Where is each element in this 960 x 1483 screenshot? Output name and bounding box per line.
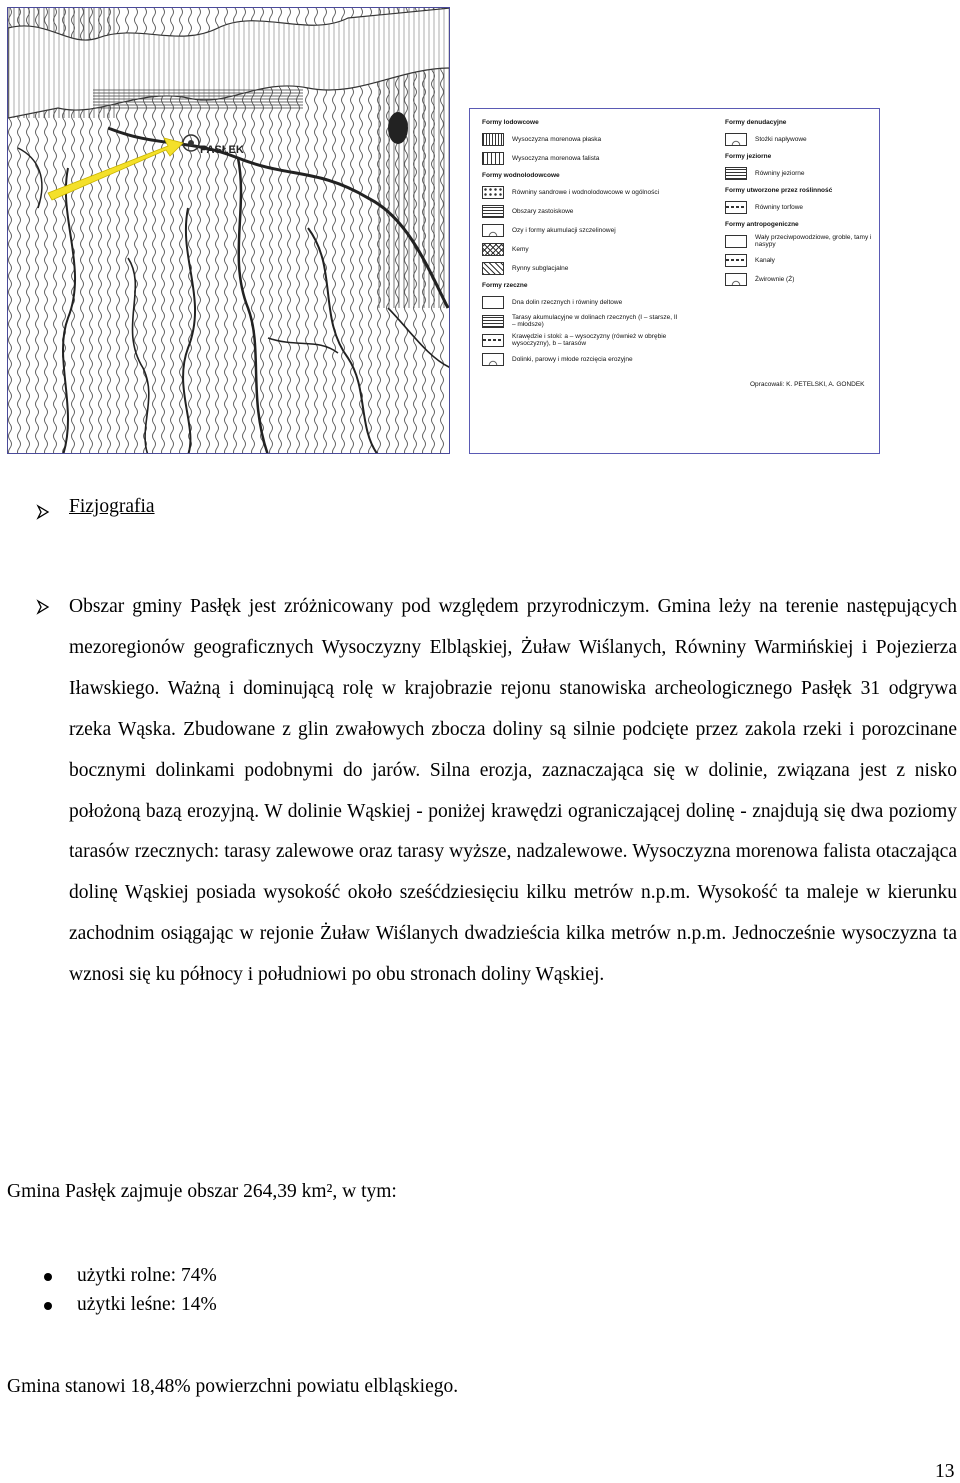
area-statement: Gmina Pasłęk zajmuje obszar 264,39 km², w tym: <box>7 1181 397 1202</box>
legend-item-label: Kanały <box>755 256 775 264</box>
legend-symbol-icon <box>725 273 747 286</box>
arrowhead-bullet-icon <box>35 504 51 520</box>
map-drawing <box>8 8 450 454</box>
legend-symbol-icon <box>725 235 747 248</box>
page-number: 13 <box>935 1461 955 1482</box>
legend-item <box>482 333 682 347</box>
legend-item <box>482 261 682 275</box>
legend-symbol-icon <box>725 201 747 214</box>
legend-item <box>482 242 682 256</box>
legend-item <box>725 132 875 146</box>
legend-heading: Formy jeziorne <box>725 153 772 160</box>
arrowhead-bullet-icon <box>35 599 51 615</box>
legend-item-label: Rynny subglacjalne <box>512 264 569 272</box>
legend-item <box>725 272 875 286</box>
legend-item-label: Stożki napływowe <box>755 135 807 143</box>
legend-item-label: Równiny sandrowe i wodnolodowcowe w ogólności <box>512 188 660 196</box>
legend-symbol-icon <box>482 186 504 199</box>
legend-item-label: Dolinki, parowy i młode rozcięcia erozyjne <box>512 355 633 363</box>
legend-item-label: Wały przeciwpowodziowe, groble, tamy i nasypy <box>755 234 872 248</box>
map-legend <box>469 108 880 454</box>
legend-item <box>482 204 682 218</box>
section-heading: Fizjografia <box>69 496 155 517</box>
legend-heading: Formy lodowcowe <box>482 119 539 126</box>
legend-item-label: Wysoczyzna morenowa falista <box>512 154 600 162</box>
legend-item-label: Wysoczyzna morenowa płaska <box>512 135 602 143</box>
legend-symbol-icon <box>482 353 504 366</box>
legend-item <box>482 132 682 146</box>
legend-right-column <box>725 117 875 291</box>
legend-item-label: Kemy <box>512 245 529 253</box>
legend-item-label: Równiny torfowe <box>755 203 804 211</box>
legend-symbol-icon <box>725 254 747 267</box>
bullet-dot-icon <box>44 1273 52 1281</box>
legend-symbol-icon <box>482 224 504 237</box>
legend-symbol-icon <box>482 296 504 309</box>
legend-symbol-icon <box>482 205 504 218</box>
legend-item <box>725 200 875 214</box>
county-share-statement: Gmina stanowi 18,48% powierzchni powiatu elbląskiego. <box>7 1376 459 1397</box>
land-use-item: użytki leśne: 14% <box>77 1294 217 1315</box>
physiography-paragraph: Obszar gminy Pasłęk jest zróżnicowany pod względem przyrodniczym. Gmina leży na terenie następujących mezoregionów geograficznych Wysoczyzny Elbląskiej, Żuław Wiślanych, Równiny Warmińskiej i Pojezierza Iławskiego. Ważną i dominującą rolę w krajobrazie rejonu stanowiska archeologicznego Pasłęk 31 odgrywa rzeka Wąska. Zbudowane z glin zwałowych zbocza doliny są silnie podcięte przez zakola rzeki i porozcinane bocznymi dolinkami podobnymi do jarów. Silna erozja, zaznaczająca się w dolinie, związana jest z nisko położoną bazą erozyjną. W dolinie Wąskiej - poniżej krawędzi ograniczającej dolinę - znajdują się dwa poziomy tarasów rzecznych: tarasy zalewowe oraz tarasy wyższe, nadzalewowe. Wysoczyzna morenowa falista otaczająca dolinę Wąskiej posiada wysokość około sześćdziesięciu kilku metrów n.p.m. Wysokość ta maleje w kierunku zachodnim osiągając w rejonie Żuław Wiślanych dwadzieścia kilka metrów n.p.m. Jednocześnie wysoczyzna ta wznosi się ku północy i południowi po obu stronach doliny Wąskiej. <box>69 596 957 986</box>
legend-symbol-icon <box>482 152 504 165</box>
legend-symbol-icon <box>482 243 504 256</box>
land-use-item: użytki rolne: 74% <box>77 1265 217 1286</box>
legend-symbol-icon <box>725 167 747 180</box>
legend-item <box>482 295 682 309</box>
legend-heading: Formy rzeczne <box>482 282 528 289</box>
legend-item <box>725 253 875 267</box>
legend-symbol-icon <box>725 133 747 146</box>
legend-item <box>482 314 682 328</box>
legend-item <box>725 166 875 180</box>
legend-item <box>482 223 682 237</box>
legend-symbol-icon <box>482 262 504 275</box>
bullet-dot-icon <box>44 1302 52 1310</box>
legend-item <box>482 185 682 199</box>
legend-credit: Opracowali: K. PETELSKI, A. GONDEK <box>750 381 865 388</box>
legend-item <box>725 234 875 248</box>
legend-heading: Formy antropogeniczne <box>725 221 799 228</box>
legend-symbol-icon <box>482 315 504 328</box>
map-place-label: PASŁEK <box>200 144 244 156</box>
legend-symbol-icon <box>482 334 504 347</box>
geomorphological-map <box>7 7 450 454</box>
legend-item-label: Równiny jeziorne <box>755 169 805 177</box>
legend-symbol-icon <box>482 133 504 146</box>
legend-left-column <box>482 117 682 371</box>
legend-item <box>482 352 682 366</box>
legend-item-label: Tarasy akumulacyjne w dolinach rzecznych (I – starsze, II – młodsze) <box>512 314 678 328</box>
legend-heading: Formy denudacyjne <box>725 119 787 126</box>
legend-item-label: Obszary zastoiskowe <box>512 207 574 215</box>
legend-item-label: Dna dolin rzecznych i równiny deltowe <box>512 298 623 306</box>
legend-heading: Formy wodnolodowcowe <box>482 172 560 179</box>
legend-heading: Formy utworzone przez roślinność <box>725 187 833 194</box>
legend-item-label: Żwirownie (Ż) <box>755 275 795 283</box>
legend-item-label: Ozy i formy akumulacji szczelinowej <box>512 226 616 234</box>
legend-item <box>482 151 682 165</box>
legend-item-label: Krawędzie i stoki: a – wysoczyzny (również w obrębie wysoczyzny), b – tarasów <box>512 333 667 347</box>
